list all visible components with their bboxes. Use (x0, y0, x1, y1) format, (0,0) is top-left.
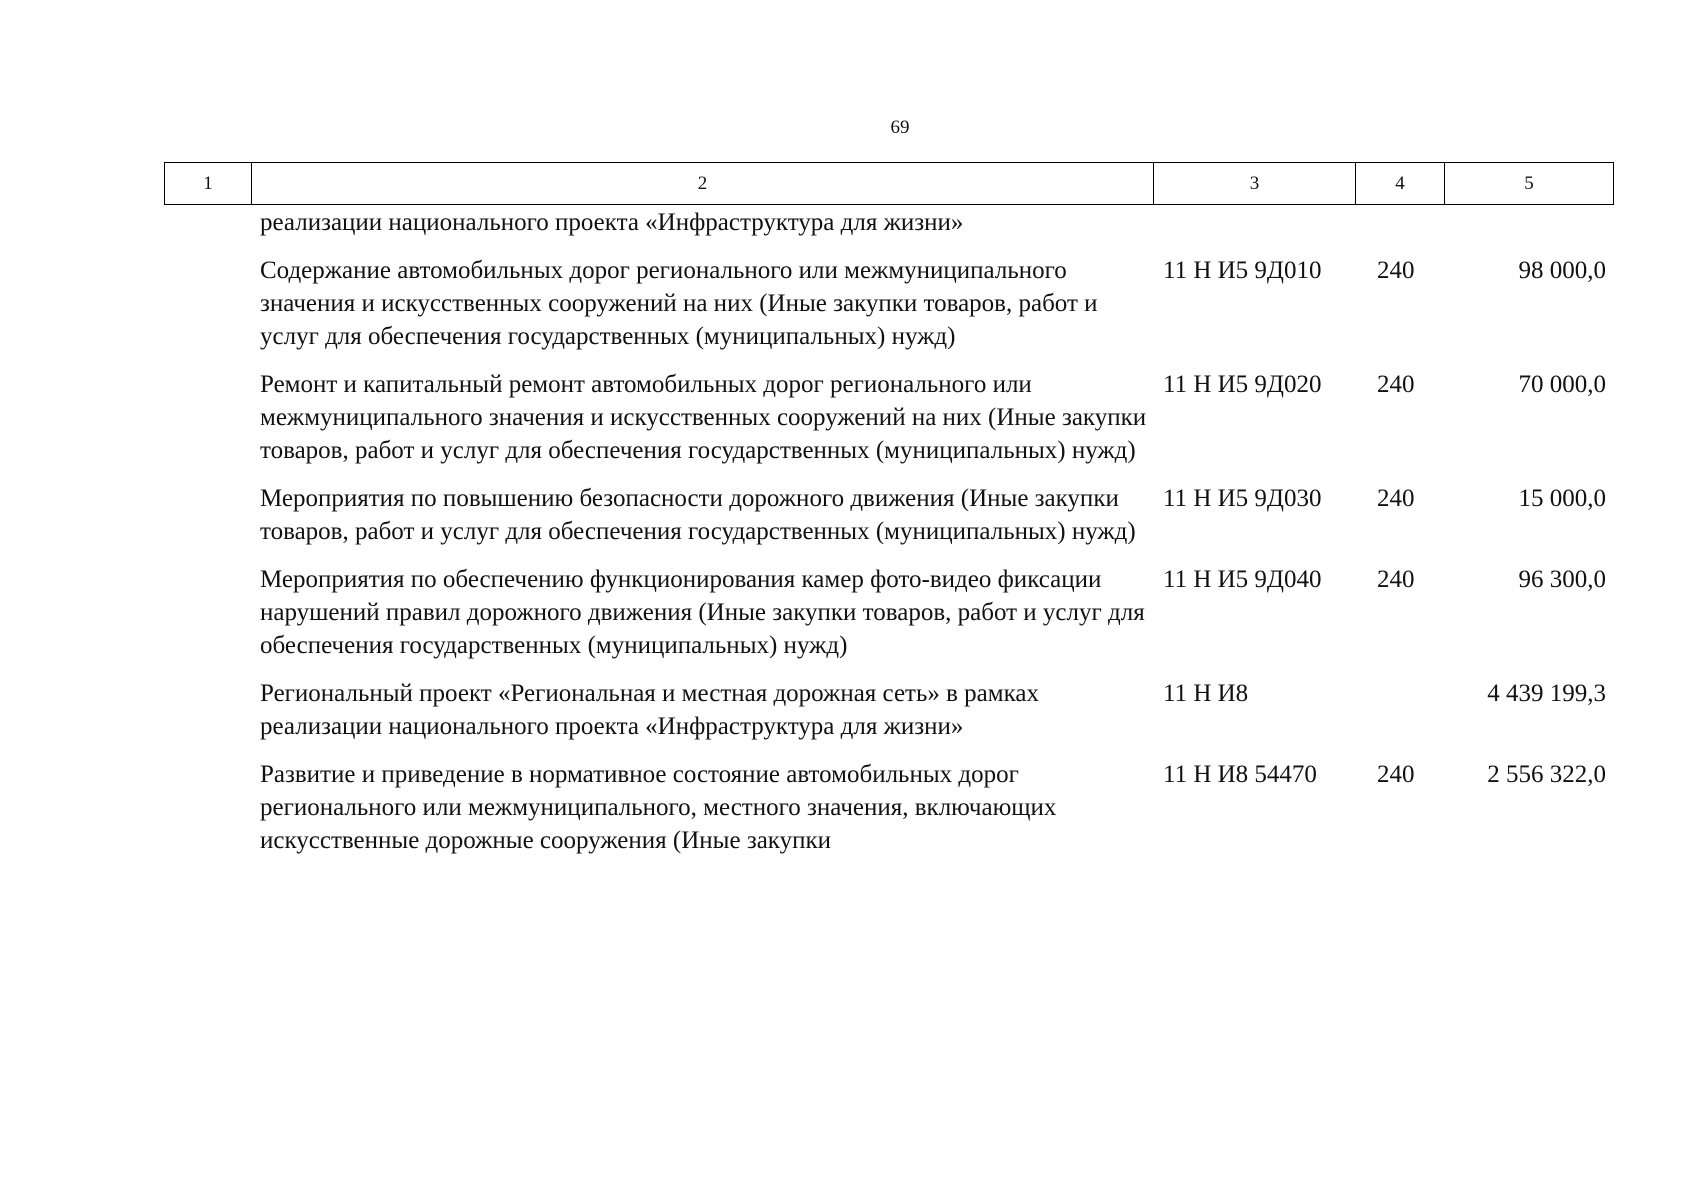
row-type: 240 (1377, 485, 1415, 512)
row-type: 240 (1377, 566, 1415, 593)
row-type: 240 (1377, 257, 1415, 284)
row-type: 240 (1377, 761, 1415, 788)
row-name: Содержание автомобильных дорог регионального или межмуниципального значения и искусственных сооружений на них (Иные закупки товаров, работ и услуг для обеспечения государственных (муниципальных) нужд) (260, 257, 1098, 350)
row-amount: 4 439 199,3 (1487, 680, 1606, 707)
row-name: Развитие и приведение в нормативное состояние автомобильных дорог регионального или межмуниципального, местного значения, включающих искусственные дорожные сооружения (Иные закупки (260, 761, 1057, 854)
table-body (164, 206, 1614, 857)
row-type (1355, 206, 1444, 239)
row-name: реализации национального проекта «Инфраструктура для жизни» (260, 209, 964, 236)
table-row (164, 563, 1614, 662)
row-amount: 15 000,0 (1518, 485, 1606, 512)
header-col-4: 4 (1356, 163, 1445, 204)
page-number: 69 (890, 117, 910, 138)
row-code: 11 Н И5 9Д010 (1163, 257, 1322, 284)
row-code: 11 Н И5 9Д040 (1163, 566, 1322, 593)
row-type: 240 (1377, 371, 1415, 398)
header-col-2: 2 (252, 163, 1154, 204)
row-code: 11 Н И8 (1163, 680, 1249, 707)
row-name: Региональный проект «Региональная и местная дорожная сеть» в рамках реализации национального проекта «Инфраструктура для жизни» (260, 680, 1039, 740)
table-header (164, 162, 1614, 205)
row-name: Ремонт и капитальный ремонт автомобильных дорог регионального или межмуниципального значения и искусственных сооружений на них (Иные закупки товаров, работ и услуг для обеспечения государственных (муниципальных) нужд) (260, 371, 1147, 464)
row-amount: 98 000,0 (1518, 257, 1606, 284)
header-col-5: 5 (1524, 172, 1534, 194)
row-amount: 96 300,0 (1518, 566, 1606, 593)
row-code: 11 Н И5 9Д030 (1163, 485, 1322, 512)
table-row (164, 206, 1614, 239)
row-amount (1444, 206, 1614, 239)
row-type (1355, 677, 1444, 743)
table-row (164, 254, 1614, 353)
row-name: Мероприятия по повышению безопасности дорожного движения (Иные закупки товаров, работ и услуг для обеспечения государственных (муниципальных) нужд) (260, 485, 1136, 545)
table-row (164, 758, 1614, 857)
header-col-3: 3 (1154, 163, 1356, 204)
row-code (1153, 206, 1355, 239)
table-row (164, 482, 1614, 548)
header-col-1: 1 (165, 163, 252, 204)
row-code: 11 Н И8 54470 (1163, 761, 1317, 788)
row-code: 11 Н И5 9Д020 (1163, 371, 1322, 398)
row-name: Мероприятия по обеспечению функционирования камер фото-видео фиксации нарушений правил дорожного движения (Иные закупки товаров, работ и услуг для обеспечения государственных (муниципальных) нужд) (260, 566, 1145, 659)
row-amount: 70 000,0 (1518, 371, 1606, 398)
table-row (164, 677, 1614, 743)
table-row (164, 368, 1614, 467)
row-amount: 2 556 322,0 (1487, 761, 1606, 788)
